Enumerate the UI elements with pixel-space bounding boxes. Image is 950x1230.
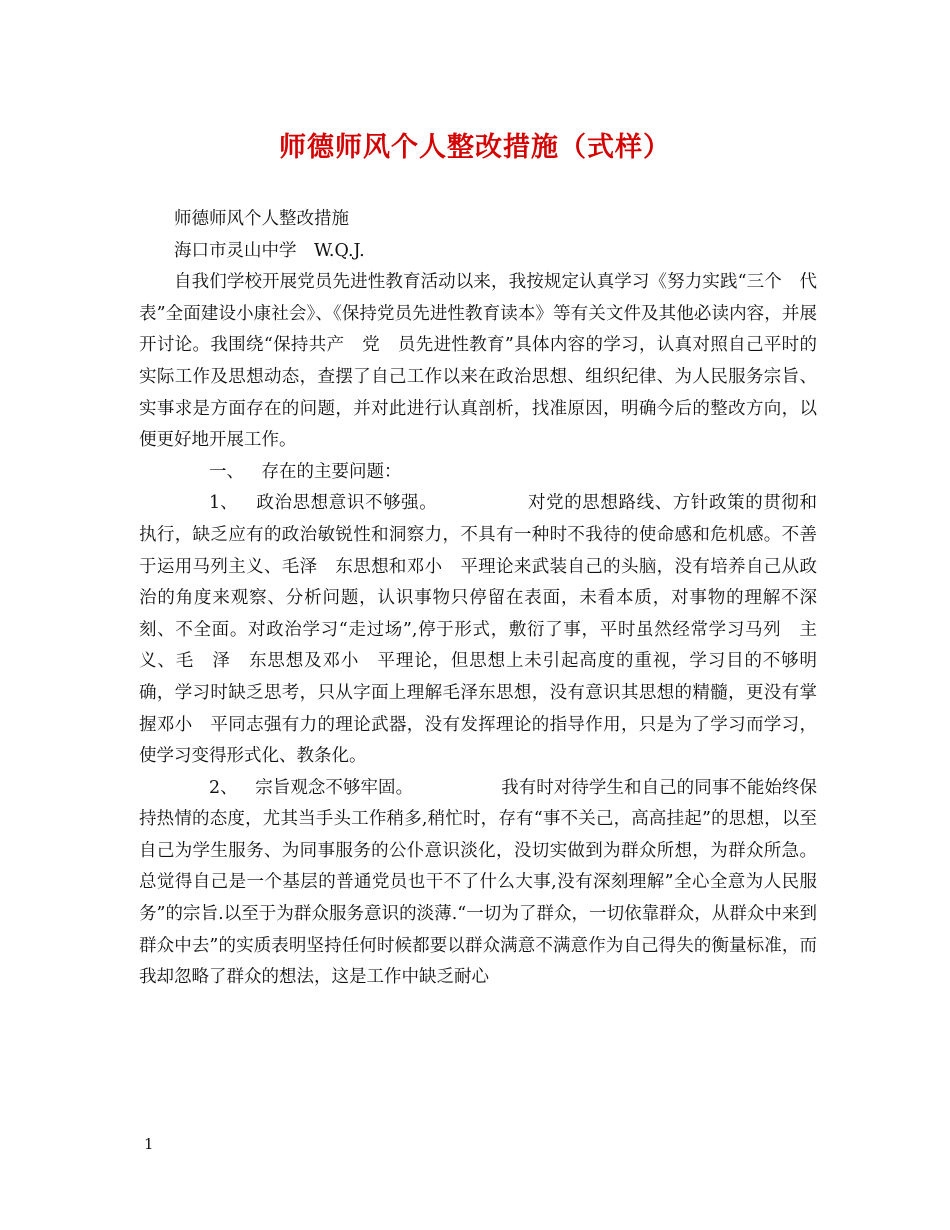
item-number: 2、: [209, 777, 238, 798]
item-paragraph: [139, 773, 817, 994]
item-paragraph: [139, 488, 817, 772]
document-title: 师德师风个人整改措施（式样）: [279, 132, 671, 163]
subtitle-line: 师德师风个人整改措施: [174, 209, 349, 229]
section-number: 一、: [209, 461, 244, 482]
page-number: 1: [144, 1135, 154, 1153]
item-text: 我有时对待学生和自己的同事不能始终保持热情的态度，尤其当手头工作稍多,稍忙时，存有“事不关己，高高挂起”的思想，以至自己为学生服务、为同事服务的公仆意识淡化，没切实做到为群众所想，为群众所急。总觉得自己是一个基层的普通党员也干不了什么大事,没有深刻理解”全心全意为人民服务”的宗旨.以至于为群众服务意识的淡薄.“一切为了群众，一切依靠群众，从群众中来到群众中去”的实质表明坚持任何时候都要以群众满意不满意作为自己得失的衡量标准，而我却忽略了群众的想法，这是工作中缺乏耐心: [139, 777, 817, 988]
item-heading: 政治思想意识不够强。: [256, 493, 438, 514]
section-heading-text: 存在的主要问题：: [261, 461, 402, 482]
author-line: 海口市灵山中学 W.Q.J.: [174, 240, 365, 261]
document-body: [139, 204, 817, 994]
item-heading: 宗旨观念不够牢固。: [255, 777, 414, 798]
section-heading: [139, 457, 817, 489]
item-text: 对党的思想路线、方针政策的贯彻和执行，缺乏应有的政治敏锐性和洞察力，不具有一种时不我待的使命感和危机感。不善于运用马列主义、毛泽 东思想和邓小 平理论来武装自己的头脑，没有培养自己从政治的角度来观察、分析问题，认识事物只停留在表面，未看本质，对事物的理解不深刻、不全面。对政治学习“走过场”,停于形式，敷衍了事，平时虽然经常学习马列 主义、毛 泽 东思想及邓小 平理论，但思想上未引起高度的重视，学习目的不够明确，学习时缺乏思考，只从字面上理解毛泽东思想，没有意识其思想的精髓，更没有掌握邓小 平同志强有力的理论武器，没有发挥理论的指导作用，只是为了学习而学习，使学习变得形式化、教条化。: [139, 493, 818, 767]
item-number: 1、: [209, 493, 238, 514]
intro-paragraph: 自我们学校开展党员先进性教育活动以来，我按规定认真学习《努力实践“三个 代表”全面建设小康社会》、《保持党员先进性教育读本》等有关文件及其他必读内容，并展开讨论。我围绕“保持共产 党 员先进性教育”具体内容的学习，认真对照自己平时的实际工作及思想动态，查摆了自己工作以来在政治思想、组织纪律、为人民服务宗旨、实事求是方面存在的问题，并对此进行认真剖析，找准原因，明确今后的整改方向，以便更好地开展工作。: [139, 272, 817, 451]
